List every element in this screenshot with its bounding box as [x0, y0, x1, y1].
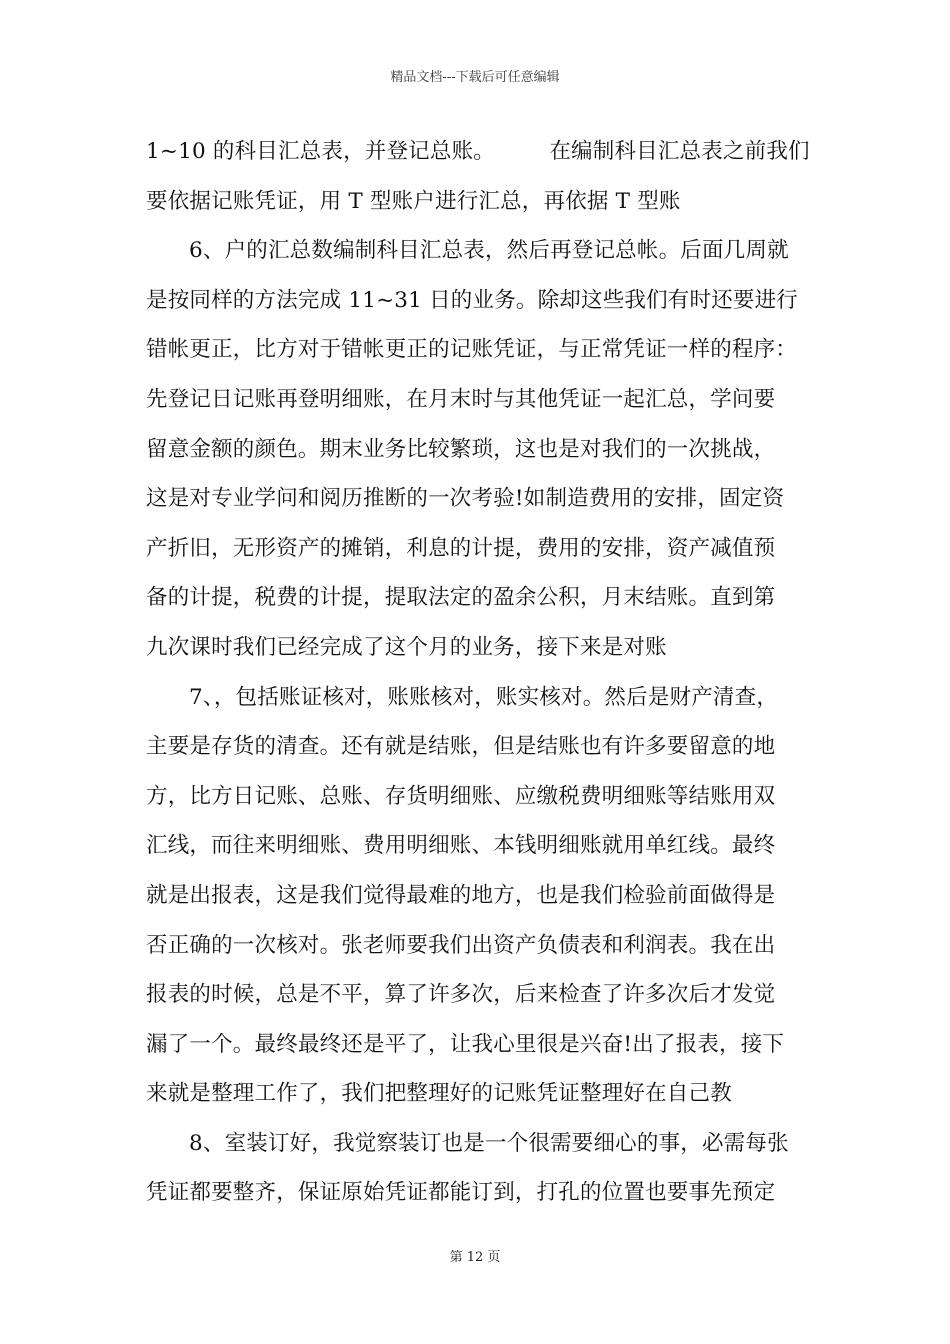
text-line: 方，比方日记账、总账、存货明细账、应缴税费明细账等结账用双	[146, 783, 776, 809]
text-line: 先登记日记账再登明细账，在月末时与其他凭证一起汇总，学问要	[146, 386, 776, 412]
text-line: 6、户的汇总数编制科目汇总表，然后再登记总帐。后面几周就	[189, 238, 789, 264]
text-line: 1~10 的科目汇总表，并登记总账。 在编制科目汇总表之前我们	[146, 139, 810, 164]
text-line: 报表的时候，总是不平，算了许多次，后来检查了许多次后才发觉	[146, 982, 776, 1008]
text-line: 就是出报表，这是我们觉得最难的地方，也是我们检验前面做得是	[146, 882, 776, 908]
text-line: 留意金额的颜色。期末业务比较繁琐，这也是对我们的一次挑战，	[146, 436, 776, 462]
text-line: 备的计提，税费的计提，提取法定的盈余公积，月末结账。直到第	[146, 585, 776, 611]
text-line: 7、，包括账证核对，账账核对，账实核对。然后是财产清查，	[189, 684, 779, 710]
text-line: 产折旧，无形资产的摊销，利息的计提，费用的安排，资产减值预	[146, 535, 776, 561]
document-body	[146, 132, 810, 1223]
text-line: 否正确的一次核对。张老师要我们出资产负债表和利润表。我在出	[146, 932, 776, 958]
text-line: 8、室装订好，我觉察装订也是一个很需要细心的事，必需每张	[189, 1130, 789, 1156]
text-line: 汇线，而往来明细账、费用明细账、本钱明细账就用单红线。最终	[146, 833, 776, 859]
text-line: 凭证都要整齐，保证原始凭证都能订到，打孔的位置也要事先预定	[146, 1180, 776, 1206]
text-line: 错帐更正，比方对于错帐更正的记账凭证，与正常凭证一样的程序：	[146, 337, 798, 363]
page-header: 精品文档---下载后可任意编辑	[390, 70, 560, 85]
text-line: 要依据记账凭证，用 T 型账户进行汇总，再依据 T 型账	[146, 188, 681, 214]
text-line: 主要是存货的清查。还有就是结账，但是结账也有许多要留意的地	[146, 734, 776, 760]
text-line: 来就是整理工作了，我们把整理好的记账凭证整理好在自己教	[146, 1081, 732, 1107]
text-line: 这是对专业学问和阅历推断的一次考验!如制造费用的安排，固定资	[146, 486, 785, 512]
page-number: 第 12 页	[449, 1250, 501, 1265]
text-line: 是按同样的方法完成 11~31 日的业务。除却这些我们有时还要进行	[146, 287, 799, 313]
text-line: 九次课时我们已经完成了这个月的业务，接下来是对账	[146, 634, 667, 660]
text-line: 漏了一个。最终最终还是平了，让我心里很是兴奋!出了报表，接下	[146, 1031, 785, 1057]
